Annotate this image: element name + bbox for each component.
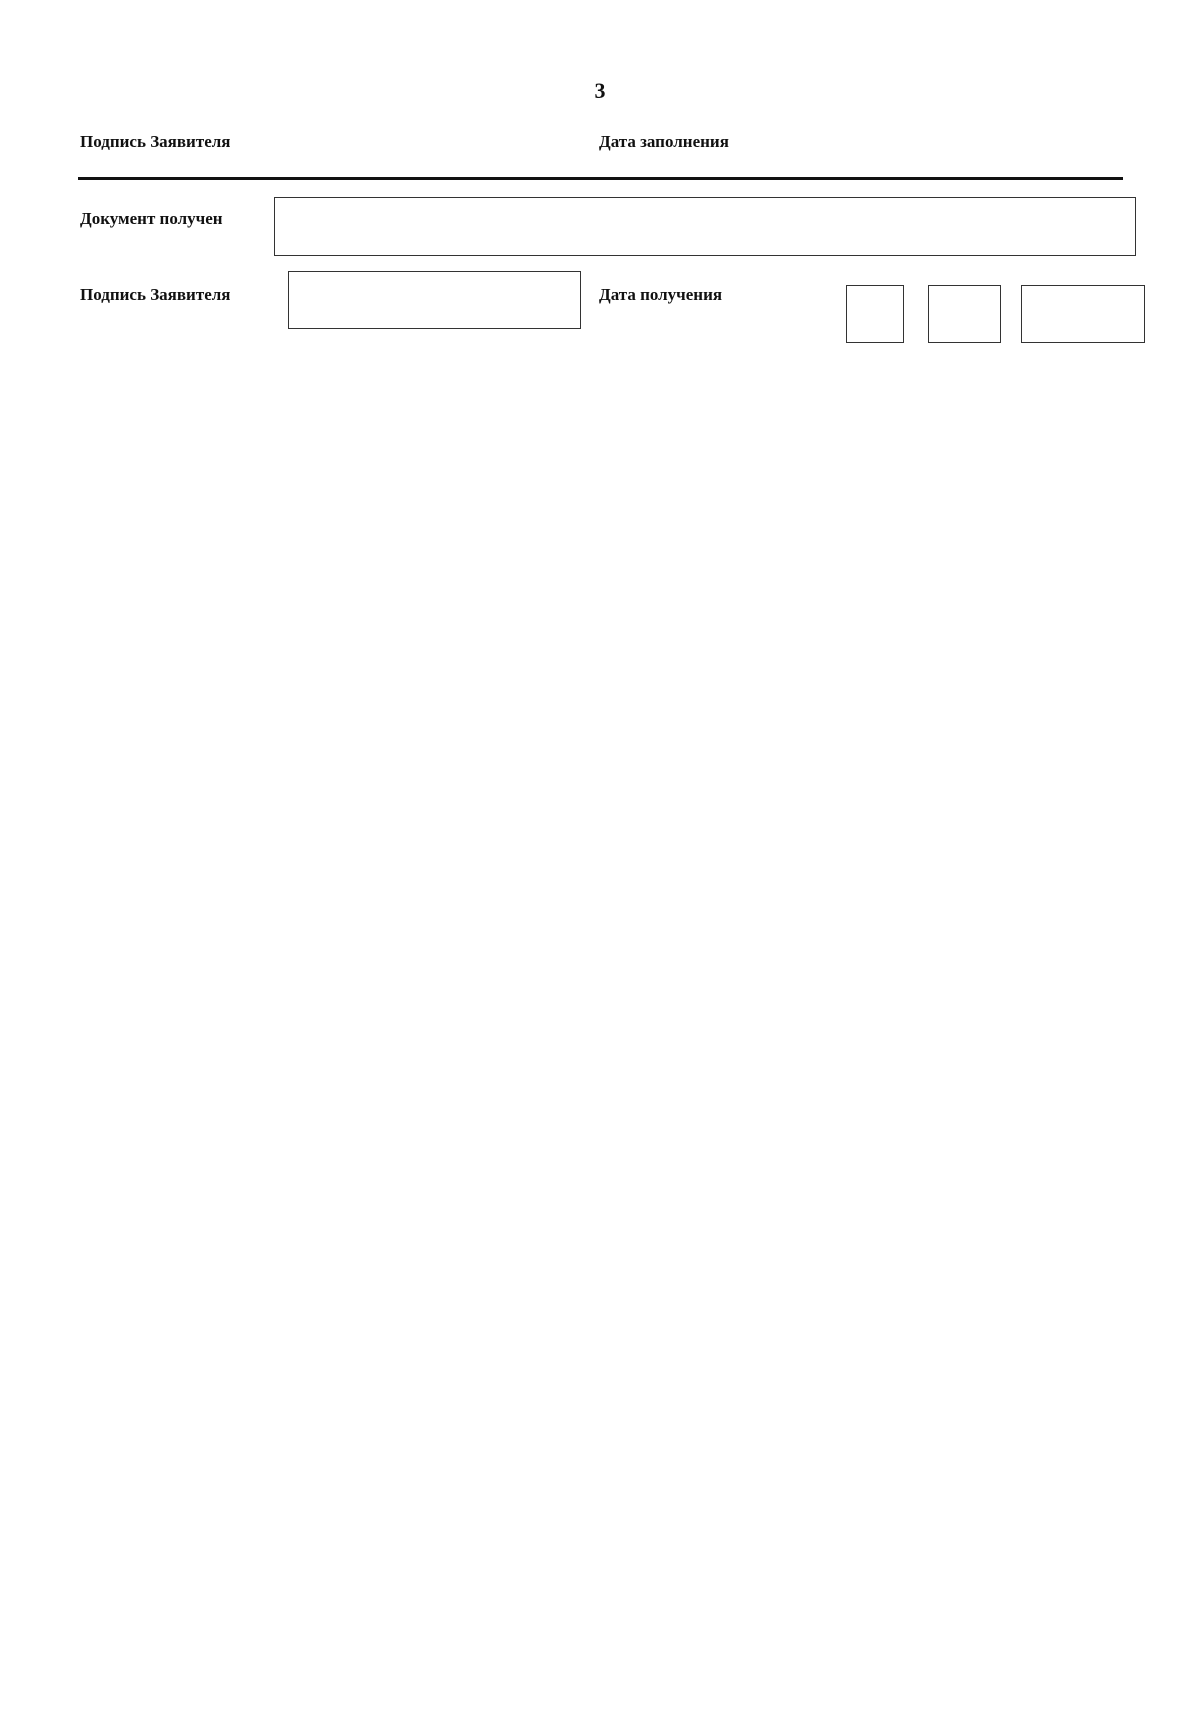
document-received-label: Документ получен xyxy=(80,209,223,228)
document-received-field[interactable] xyxy=(274,197,1136,256)
receipt-signature-field[interactable] xyxy=(288,271,581,329)
fill-date-label: Дата заполнения xyxy=(599,132,729,151)
receipt-date-month-field[interactable] xyxy=(928,285,1001,343)
page-number: 3 xyxy=(594,78,606,103)
applicant-signature-label: Подпись Заявителя xyxy=(80,132,231,151)
section-divider xyxy=(78,177,1123,180)
receipt-date-label: Дата получения xyxy=(599,285,723,304)
receipt-date-day-field[interactable] xyxy=(846,285,904,343)
receipt-date-year-field[interactable] xyxy=(1021,285,1145,343)
receipt-signature-label: Подпись Заявителя xyxy=(80,285,231,304)
